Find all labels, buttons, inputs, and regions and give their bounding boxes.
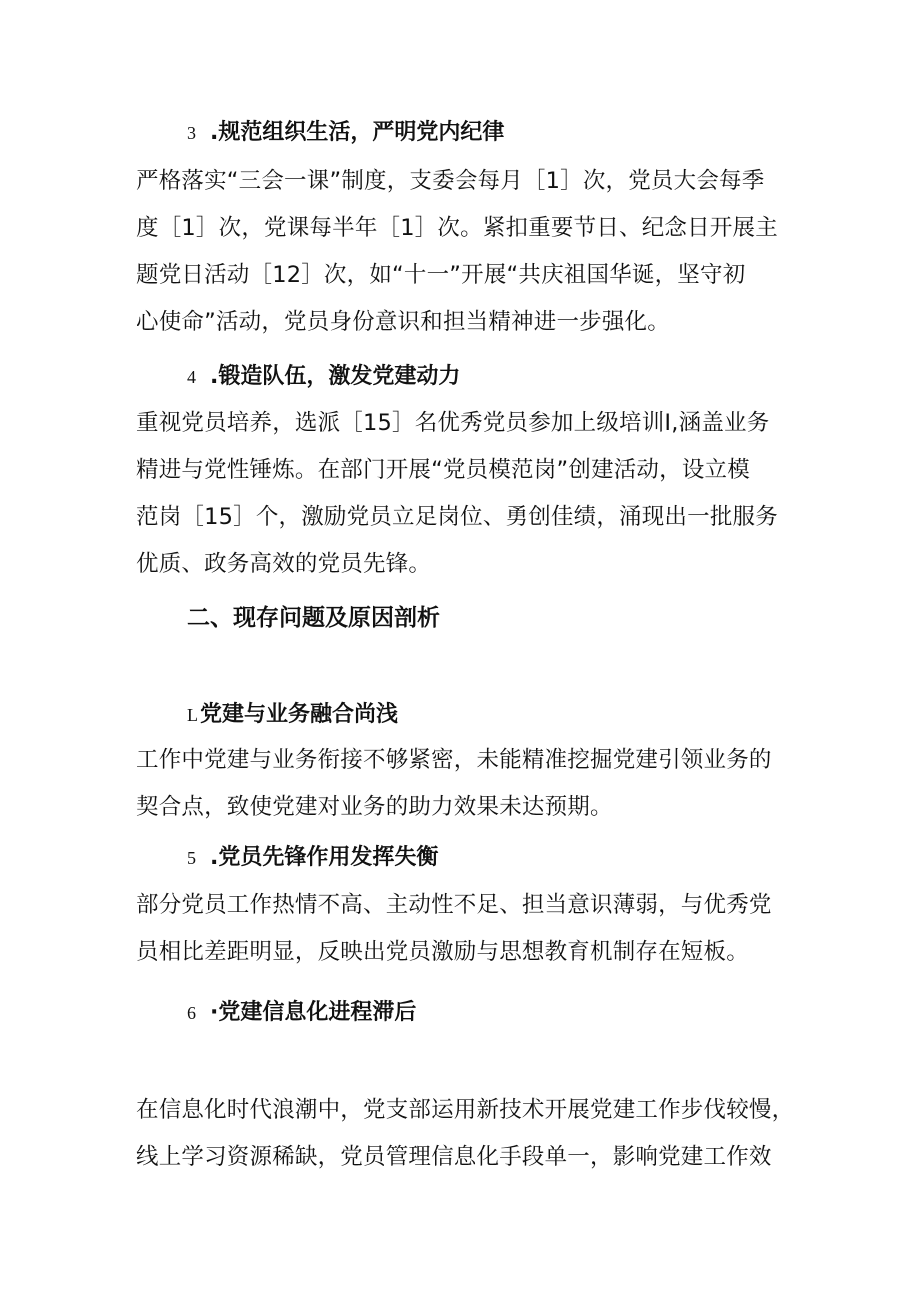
item-4-number: 4 <box>187 367 196 387</box>
item-3-paragraph <box>136 158 796 346</box>
paragraph-line: 契合点，致使党建对业务的助力效果未达预期。 <box>136 794 613 820</box>
paragraph-line: 题党日活动［12］次，如“十一”开展“共庆祖国华诞，坚守初 <box>136 262 746 288</box>
item-3-title: .规范组织生活，严明党内纪律 <box>210 120 505 145</box>
paragraph-line: 工作中党建与业务衔接不够紧密，未能精准挖掘党建引领业务的 <box>136 747 772 773</box>
section-title: 二、现存问题及原因剖析 <box>187 605 440 631</box>
paragraph-line: 严格落实“三会一课”制度，支委会每月［1］次，党员大会每季 <box>136 168 765 194</box>
problem-2-number: 5 <box>187 848 196 868</box>
paragraph-line: 重视党员培养，选派［15］名优秀党员参加上级培训I,涵盖业务 <box>136 410 770 436</box>
paragraph-line: 部分党员工作热情不高、主动性不足、担当意识薄弱，与优秀党 <box>136 892 772 918</box>
problem-3-title: ·党建信息化进程滞后 <box>210 1000 417 1025</box>
item-3-number: 3 <box>187 123 196 143</box>
item-4-heading <box>187 362 460 392</box>
item-4-title: .锻造队伍，激发党建动力 <box>210 364 461 389</box>
item-3-heading <box>187 118 504 148</box>
paragraph-line: 线上学习资源稀缺，党员管理信息化手段单一，影响党建工作效 <box>136 1144 772 1170</box>
problem-3-heading <box>187 998 416 1028</box>
problem-3-number: 6 <box>187 1003 196 1023</box>
problem-2-title: .党员先锋作用发挥失衡 <box>210 845 439 870</box>
paragraph-line: 精进与党性锤炼。在部门开展“党员模范岗”创建活动，设立模 <box>136 457 750 483</box>
paragraph-line: 范岗［15］个，激励党员立足岗位、勇创佳绩，涌现出一批服务 <box>136 504 778 530</box>
problem-2-heading <box>187 843 438 873</box>
paragraph-line: 员相比差距明显，反映出党员激励与思想教育机制存在短板。 <box>136 939 749 965</box>
problem-1-number: L <box>187 705 198 725</box>
problem-1-title: 党建与业务融合尚浅 <box>200 702 399 727</box>
item-4-paragraph <box>136 400 796 588</box>
paragraph-line: 优质、政务高效的党员先锋。 <box>136 551 432 577</box>
paragraph-line: 心使命”活动，党员身份意识和担当精神进一步强化。 <box>136 309 670 335</box>
problem-1-paragraph <box>136 737 796 831</box>
problem-2-paragraph <box>136 882 796 976</box>
paragraph-line: 在信息化时代浪潮中，党支部运用新技术开展党建工作步伐较慢， <box>136 1097 795 1123</box>
paragraph-line: 度［1］次，党课每半年［1］次。紧扣重要节日、纪念日开展主 <box>136 215 778 241</box>
problem-3-paragraph <box>136 1087 796 1181</box>
problem-1-heading <box>187 700 398 730</box>
